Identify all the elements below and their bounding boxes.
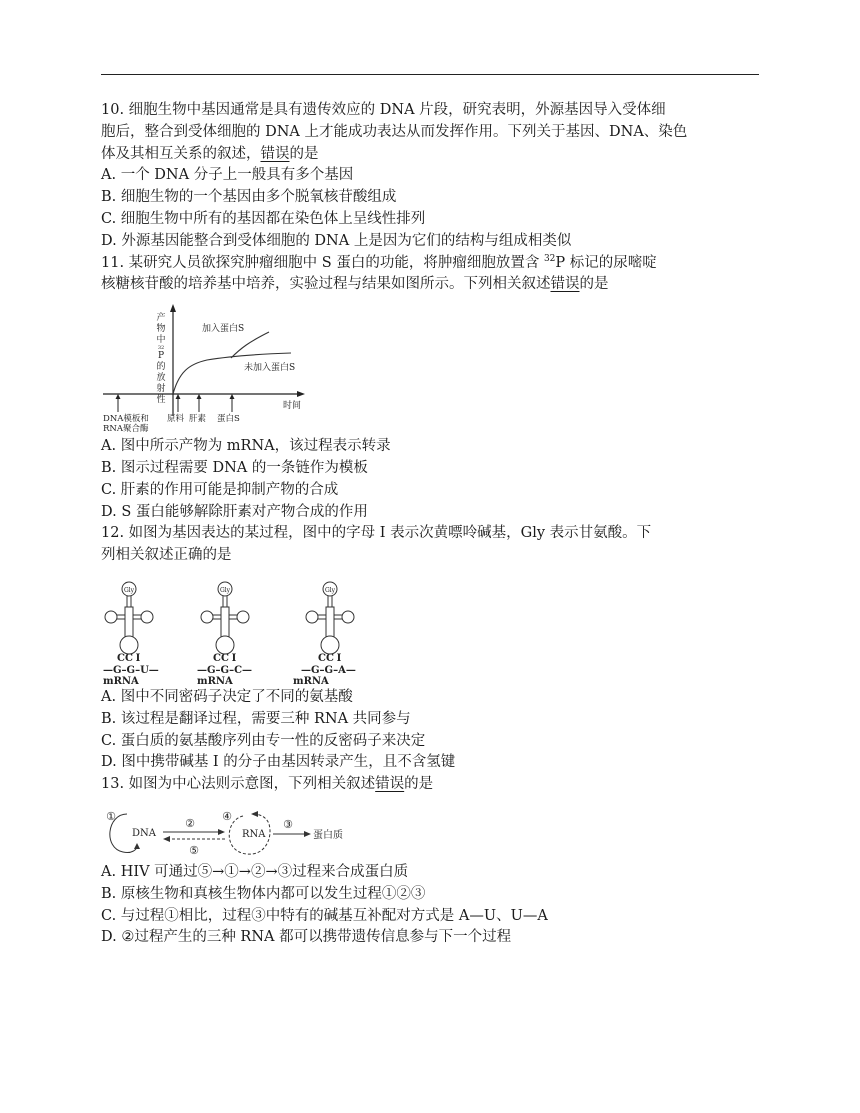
q11-option-a: A. 图中所示产物为 mRNA，该过程表示转录 xyxy=(101,438,391,455)
q11-stem-end: 的是 xyxy=(579,276,609,293)
q10-stem-end: 的是 xyxy=(289,145,319,162)
anticodon-2-base-1: C xyxy=(213,652,221,664)
q11-option-b: B. 图示过程需要 DNA 的一条链作为模板 xyxy=(101,459,368,476)
q12-trna-figure xyxy=(101,581,391,685)
label-process-2: ② xyxy=(185,816,195,830)
q11-stem-text: 核糖核苷酸的培养基中培养，实验过程与结果如图所示。下列相关叙述 xyxy=(101,276,551,293)
q12-option-d: D. 图中携带碱基 I 的分子由基因转录产生，且不含氢键 xyxy=(101,754,456,771)
q11-option-d: D. S 蛋白能够解除肝素对产物合成的作用 xyxy=(101,503,368,520)
x-axis-arrow xyxy=(297,391,305,397)
q12-stem-line-1: 12. 如图为基因表达的某过程，图中的字母 I 表示次黄嘌呤碱基，Gly 表示甘氨酸。下 xyxy=(101,525,652,542)
q10-option-b: B. 细胞生物的一个基因由多个脱氧核苷酸组成 xyxy=(101,189,397,206)
q12-option-b: B. 该过程是翻译过程，需要三种 RNA 共同参与 xyxy=(101,710,411,727)
marker-label-1b: RNA聚合酶 xyxy=(103,424,149,433)
q13-option-d: D. ②过程产生的三种 RNA 都可以携带遗传信息参与下一个过程 xyxy=(101,929,512,946)
y-label-char-1: 产 xyxy=(156,313,166,324)
curve-upper-label: 加入蛋白S xyxy=(202,324,245,335)
exam-content xyxy=(101,100,761,949)
question-12 xyxy=(101,523,761,774)
q11-underlined-word: 错误 xyxy=(550,276,580,293)
q12-option-c: C. 蛋白质的氨基酸序列由专一性的反密码子来决定 xyxy=(101,732,426,749)
q11-radioactivity-figure xyxy=(101,304,311,432)
label-process-1: ① xyxy=(106,809,116,823)
q13-central-dogma-figure xyxy=(101,808,361,860)
q11-option-c: C. 肝素的作用可能是抑制产物的合成 xyxy=(101,481,339,498)
anticodon-1-base-1: C xyxy=(117,652,125,664)
q13-stem-line xyxy=(101,774,761,796)
q10-stem-text: 体及其相互关系的叙述， xyxy=(101,145,261,162)
label-process-5: ⑤ xyxy=(189,843,199,857)
marker-label-4: 蛋白S xyxy=(217,414,240,425)
y-label-char-7: 放 xyxy=(156,373,166,384)
y-label-char-6: 的 xyxy=(156,362,166,373)
anticodon-3-base-3: I xyxy=(336,652,342,664)
anticodon-1-base-2: C xyxy=(125,652,133,664)
y-label-char-3: 中 xyxy=(156,335,166,346)
marker-label-3: 肝素 xyxy=(189,414,207,425)
q10-stem-line-3 xyxy=(101,144,761,166)
mrna-label-1: mRNA xyxy=(103,675,139,685)
marker-arrowhead-2 xyxy=(176,394,181,399)
y-label-char-5: P xyxy=(157,351,165,362)
mrna-label-2: mRNA xyxy=(197,675,233,685)
anticodon-3-base-1: C xyxy=(318,652,326,664)
rna-replication-arrowhead xyxy=(251,811,258,817)
translation-arrowhead xyxy=(304,831,311,837)
q11-stem-part-a: 11. 某研究人员欲探究肿瘤细胞中 S 蛋白的功能，将肿瘤细胞放置含 xyxy=(101,254,544,271)
q13-underlined-word: 错误 xyxy=(375,776,405,793)
y-axis-arrow xyxy=(170,304,176,312)
trna-1 xyxy=(105,582,153,664)
marker-arrowhead-1 xyxy=(116,394,121,399)
amino-acid-label-1: Gly xyxy=(123,586,135,594)
mrna-label-3: mRNA xyxy=(293,675,329,685)
question-10 xyxy=(101,100,761,253)
marker-arrowhead-3 xyxy=(197,394,202,399)
q10-stem-line-1: 10. 细胞生物中基因通常是具有遗传效应的 DNA 片段，研究表明，外源基因导入受体细 xyxy=(101,102,666,118)
reverse-transcription-arrowhead xyxy=(163,836,170,842)
rna-label: RNA xyxy=(242,828,266,840)
q11-stem-line-1 xyxy=(101,253,761,275)
transcription-arrowhead xyxy=(218,829,225,835)
q10-option-a: A. 一个 DNA 分子上一般具有多个基因 xyxy=(101,167,354,184)
q13-stem-text: 13. 如图为中心法则示意图，下列相关叙述 xyxy=(101,776,376,793)
q11-stem-line-2 xyxy=(101,274,761,296)
mrna-codon-strand-1: —G–G–U— xyxy=(103,664,159,676)
q13-option-a: A. HIV 可通过⑤→①→②→③过程来合成蛋白质 xyxy=(101,863,409,880)
x-axis-label: 时间 xyxy=(283,401,302,412)
q13-option-b: B. 原核生物和真核生物体内都可以发生过程①②③ xyxy=(101,885,426,902)
mrna-codon-strand-3: —G–G–A— xyxy=(301,664,356,676)
q13-stem-end: 的是 xyxy=(404,776,434,793)
q13-option-c: C. 与过程①相比，过程③中特有的碱基互补配对方式是 A—U、U—A xyxy=(101,907,548,924)
marker-label-2: 原料 xyxy=(167,414,185,425)
q12-option-a: A. 图中不同密码子决定了不同的氨基酸 xyxy=(101,688,353,705)
trna-2 xyxy=(201,582,249,664)
q12-stem-line-2: 列相关叙述正确的是 xyxy=(101,547,232,564)
q11-isotope-superscript: 32 xyxy=(543,253,556,264)
anticodon-3-base-2: C xyxy=(326,652,334,664)
y-label-char-2: 物 xyxy=(156,324,166,335)
q10-option-d: D. 外源基因能整合到受体细胞的 DNA 上是因为它们的结构与组成相类似 xyxy=(101,232,572,249)
protein-label: 蛋白质 xyxy=(313,829,343,841)
amino-acid-label-3: Gly xyxy=(324,586,336,594)
y-label-char-4: 32 xyxy=(157,345,165,352)
marker-arrowhead-4 xyxy=(230,394,235,399)
mrna-codon-strand-2: —G–G–C— xyxy=(197,664,253,676)
label-process-3: ③ xyxy=(283,817,293,831)
q10-stem-line-2: 胞后，整合到受体细胞的 DNA 上才能成功表达从而发挥作用。下列关于基因、DNA、染色 xyxy=(101,123,688,140)
y-label-char-8: 射 xyxy=(156,384,166,395)
question-13 xyxy=(101,774,761,949)
trna-3 xyxy=(306,582,354,664)
question-11 xyxy=(101,253,761,524)
anticodon-1-base-3: I xyxy=(135,652,141,664)
header-rule xyxy=(101,74,759,75)
dna-label: DNA xyxy=(132,827,156,839)
y-label-char-9: 性 xyxy=(156,395,166,406)
q10-option-c: C. 细胞生物中所有的基因都在染色体上呈线性排列 xyxy=(101,210,426,227)
marker-label-1a: DNA模板和 xyxy=(103,414,149,425)
anticodon-2-base-3: I xyxy=(231,652,237,664)
q10-underlined-word: 错误 xyxy=(260,145,290,162)
anticodon-2-base-2: C xyxy=(221,652,229,664)
curve-without-protein-s xyxy=(173,353,291,394)
label-process-4: ④ xyxy=(222,809,232,823)
q11-stem-part-b: P 标记的尿嘧啶 xyxy=(555,254,657,271)
replication-arrowhead xyxy=(134,843,140,849)
curve-lower-label: 未加入蛋白S xyxy=(244,363,296,374)
amino-acid-label-2: Gly xyxy=(219,586,231,594)
